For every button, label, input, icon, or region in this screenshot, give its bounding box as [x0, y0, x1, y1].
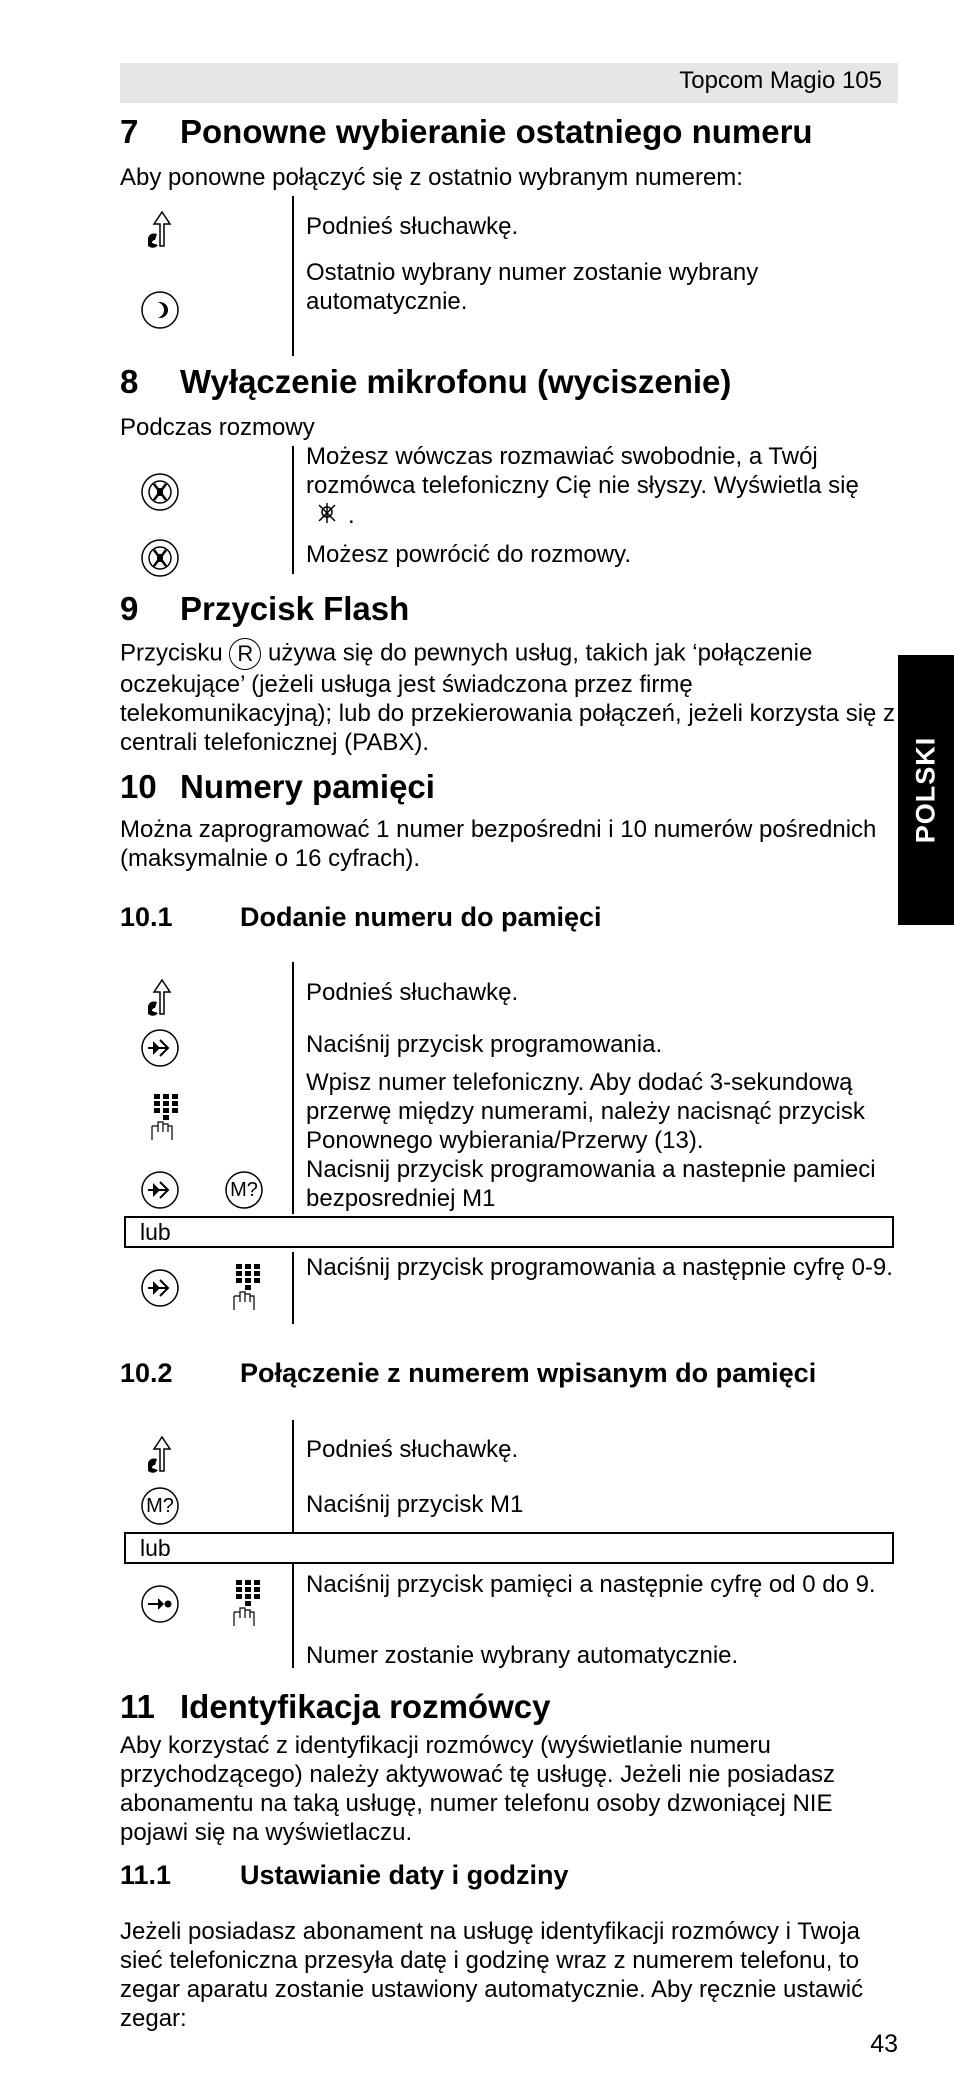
s7-step2-text: Ostatnio wybrany numer zostanie wybrany automatycznie.	[306, 259, 759, 315]
divider-line	[292, 446, 294, 574]
mute-symbol-icon	[314, 500, 340, 533]
section-10-1-heading: 10.1 Dodanie numeru do pamięci	[120, 902, 602, 932]
header-title: Topcom Magio 105	[679, 67, 882, 94]
s10-2-step2-text: Naciśnij przycisk M1	[306, 1491, 524, 1518]
memory-recall-key-icon	[140, 1584, 180, 1624]
s10-2-step4-text: Numer zostanie wybrany automatycznie.	[306, 1642, 739, 1669]
language-tab	[898, 655, 954, 925]
s8-step1-text: Możesz wówczas rozmawiać swobodnie, a Twój rozmówca telefoniczny Cię nie słyszy. Wyświetla się .	[306, 442, 896, 533]
divider-line	[292, 1252, 294, 1324]
memory-m-key-icon: M?	[224, 1170, 264, 1210]
page-number: 43	[870, 2030, 898, 2058]
s10-1-step3-text: Wpisz numer telefoniczny. Aby dodać 3-sekundową przerwę między numerami, należy nacisnąć przycisk Ponownego wybierania/Przerwy (13).	[306, 1069, 865, 1154]
s10-1-step2-text: Naciśnij przycisk programowania.	[306, 1031, 663, 1058]
s8-step2-text: Możesz powrócić do rozmowy.	[306, 541, 631, 568]
section-11-1-intro: Jeżeli posiadasz abonament na usługę identyfikacji rozmówcy i Twoja sieć telefoniczna przesyła datę i godzinę wraz z numerem telefonu, to zegar aparatu zostanie ustawiony automatycznie. Aby ręcznie ustawić zegar:	[120, 1918, 864, 2032]
divider-line	[292, 1562, 294, 1668]
section-8-intro: Podczas rozmowy	[120, 414, 315, 441]
program-key-icon	[140, 1028, 180, 1068]
handset-lift-icon	[140, 1435, 182, 1477]
section-10-2-heading: 10.2 Połączenie z numerem wpisanym do pamięci	[120, 1358, 817, 1388]
divider-line	[292, 962, 294, 1214]
s10-1-step1-text: Podnieś słuchawkę.	[306, 979, 519, 1006]
language-tab-label: POLSKI	[910, 736, 941, 844]
section-10-heading: 10 Numery pamięci	[120, 768, 435, 805]
flash-r-key-icon: R	[229, 638, 261, 670]
section-11-1-heading: 11.1 Ustawianie daty i godziny	[120, 1860, 569, 1890]
redial-key-icon	[140, 290, 180, 330]
section-11-heading: 11 Identyfikacja rozmówcy	[120, 1688, 551, 1725]
or-separator: lub	[124, 1532, 894, 1564]
program-key-icon	[140, 1170, 180, 1210]
mute-key-icon	[140, 472, 180, 512]
handset-lift-icon	[140, 210, 182, 252]
section-7-intro: Aby ponowne połączyć się z ostatnio wybranym numerem:	[120, 164, 743, 191]
keypad-icon	[232, 1578, 264, 1628]
section-7-heading: 7 Ponowne wybieranie ostatniego numeru	[120, 113, 813, 150]
divider-line	[292, 196, 294, 356]
s10-1-step4-text: Nacisnij przycisk programowania a nastepnie pamieci bezposredniej M1	[306, 1156, 876, 1212]
section-10-intro: Można zaprogramować 1 numer bezpośredni i 10 numerów pośrednich (maksymalnie o 16 cyfrach).	[120, 816, 877, 872]
or-separator: lub	[124, 1216, 894, 1248]
s10-2-step3-text: Naciśnij przycisk pamięci a następnie cyfrę od 0 do 9.	[306, 1571, 876, 1598]
header-bar	[120, 63, 898, 103]
keypad-icon	[232, 1262, 264, 1312]
divider-line	[292, 1420, 294, 1532]
memory-m-key-icon: M?	[140, 1486, 180, 1526]
keypad-icon	[150, 1092, 182, 1142]
section-9-heading: 9 Przycisk Flash	[120, 590, 410, 627]
s10-2-step1-text: Podnieś słuchawkę.	[306, 1436, 519, 1463]
mute-key-icon	[140, 538, 180, 578]
program-key-icon	[140, 1268, 180, 1308]
section-9-text: Przycisku R używa się do pewnych usług, takich jak ‘połączenie oczekujące’ (jeżeli usługa jest świadczona przez firmę telekomunikacyjną); lub do przekierowania połączeń, jeżeli korzysta się z centrali telefonicznej (PABX).	[120, 639, 896, 756]
section-11-intro: Aby korzystać z identyfikacji rozmówcy (wyświetlanie numeru przychodzącego) należy aktywować tę usługę. Jeżeli nie posiadasz abonamentu na taką usługę, numer telefonu osoby dzwoniącej NIE pojawi się na wyświetlaczu.	[120, 1732, 836, 1846]
section-8-heading: 8 Wyłączenie mikrofonu (wyciszenie)	[120, 363, 732, 400]
s10-1-step5-text: Naciśnij przycisk programowania a następnie cyfrę 0-9.	[306, 1254, 893, 1281]
s7-step1-text: Podnieś słuchawkę.	[306, 213, 519, 240]
handset-lift-icon	[140, 978, 182, 1020]
